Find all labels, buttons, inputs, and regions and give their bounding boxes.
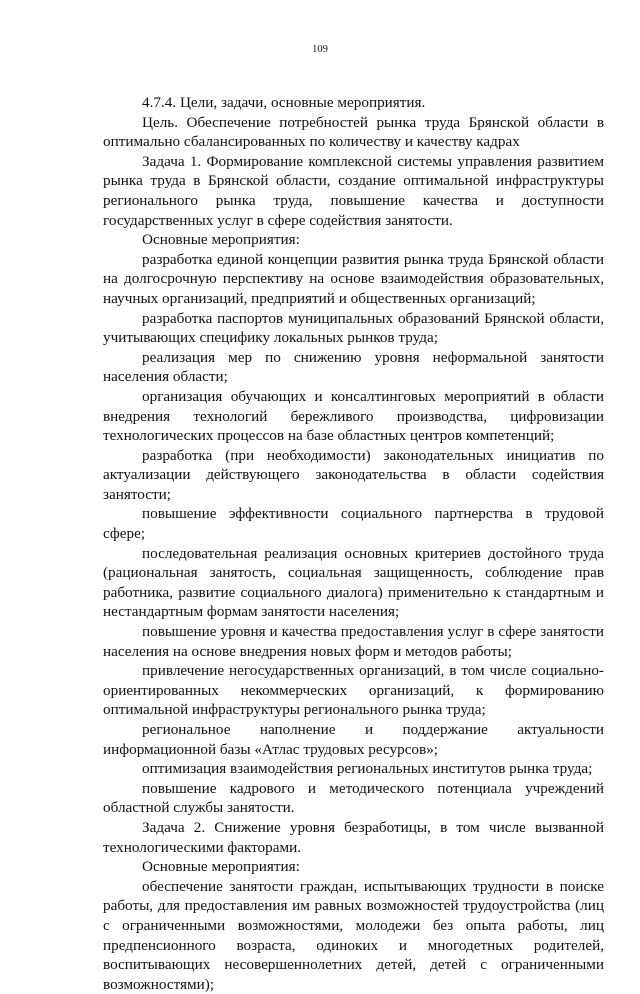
- measure-item: оптимизация взаимодействия региональных институтов рынка труда;: [142, 760, 593, 778]
- task-2-paragraph: Задача 2. Снижение уровня безработицы, в том числе вызванной технологическими факторами.: [103, 818, 604, 856]
- page-number: 109: [312, 44, 328, 55]
- measure-item: организация обучающих и консалтинговых мероприятий в области внедрения технологий бережливого производства, цифровизации технологических процессов на базе областных центров компетенций;: [103, 387, 604, 445]
- measure-item: реализация мер по снижению уровня неформальной занятости населения области;: [103, 348, 604, 386]
- measures-heading: Основные мероприятия:: [142, 231, 300, 249]
- measure-item: привлечение негосударственных организаций, в том числе социально-ориентированных некоммерческих организаций, к формированию оптимальной инфраструктуры регионального рынка труда;: [103, 662, 604, 719]
- measure-item: разработка паспортов муниципальных образований Брянской области, учитывающих специфику локальных рынков труда;: [103, 309, 604, 347]
- measure-item: разработка единой концепции развития рынка труда Брянской области на долгосрочную перспективу на основе взаимодействия образовательных, научных организаций, предприятий и общественных организаций;: [103, 250, 604, 307]
- measure-item: региональное наполнение и поддержание актуальности информационной базы «Атлас трудовых ресурсов»;: [103, 721, 604, 758]
- measure-item: повышение уровня и качества предоставления услуг в сфере занятости населения на основе внедрения новых форм и методов работы;: [103, 623, 604, 660]
- measure-item: последовательная реализация основных критериев достойного труда (рациональная занятость, социальная защищенность, соблюдение прав работника, развитие социального диалога) применительно к стандартным и нестандартным формам занятости населения;: [103, 544, 604, 621]
- task-1-paragraph: Задача 1. Формирование комплексной системы управления развитием рынка труда в Брянской области, создание оптимальной инфраструктуры регионального рынка труда, повышение качества и доступности государственных услуг в сфере содействия занятости.: [103, 152, 604, 229]
- goal-paragraph: Цель. Обеспечение потребностей рынка труда Брянской области в оптимально сбалансированных по количеству и качеству кадрах: [103, 113, 604, 151]
- body-text: [103, 93, 604, 994]
- measure-item: обеспечение занятости граждан, испытывающих трудности в поиске работы, для предоставления им равных возможностей трудоустройства (лиц с ограниченными возможностями, молодежи без опыта работы, лиц предпенсионного возраста, одиноких и многодетных родителей, воспитывающих несовершеннолетних детей, детей с ограниченными возможностями);: [103, 877, 604, 993]
- measure-item: повышение эффективности социального партнерства в трудовой сфере;: [103, 505, 604, 543]
- measure-item: повышение кадрового и методического потенциала учреждений областной службы занятости.: [103, 779, 604, 817]
- measures-heading: Основные мероприятия:: [142, 858, 300, 876]
- measure-item: разработка (при необходимости) законодательных инициатив по актуализации действующего законодательства в области содействия занятости;: [103, 446, 604, 503]
- section-heading: 4.7.4. Цели, задачи, основные мероприятия.: [142, 94, 426, 111]
